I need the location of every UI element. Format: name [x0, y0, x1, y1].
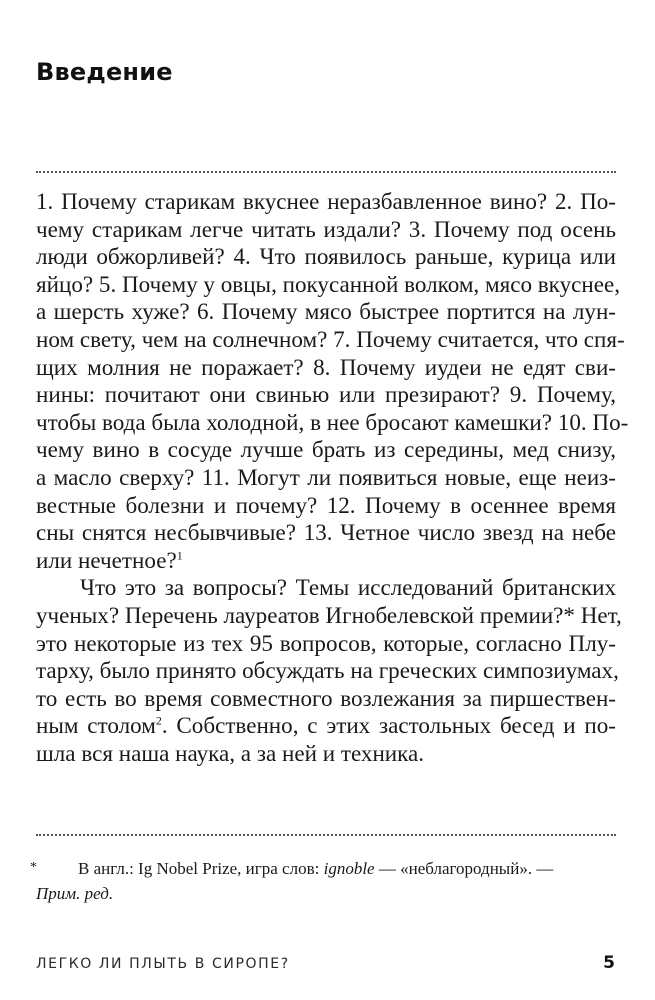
footnote-italic-word: ignoble [323, 859, 375, 878]
footnote-mark: * [30, 860, 37, 875]
text-fragment: ным столом [36, 712, 156, 739]
text-line: яйцо? 5. Почему у овцы, покусанной волком, мясо вкуснее, [36, 270, 621, 297]
footnote-line [36, 881, 616, 906]
text-line: это некоторые из тех 95 вопросов, которые, согласно Плу- [36, 629, 616, 656]
text-fragment: или нечетное? [36, 546, 177, 573]
footnote-text: — «неблагородный». — [374, 859, 554, 878]
text-line: тарху, было принято обсуждать на греческих симпозиумах, [36, 657, 619, 684]
dotted-separator-top [36, 171, 616, 173]
text-line: щих молния не поражает? 8. Почему иудеи не едят сви- [36, 353, 616, 380]
text-line: чтобы вода была холодной, в нее бросают камешки? 10. По- [36, 408, 629, 435]
footnote-reference-1[interactable]: 1 [176, 548, 183, 563]
text-line: 1. Почему старикам вкуснее неразбавленное вино? 2. По- [36, 188, 616, 214]
text-line: ученых? Перечень лауреатов Игнобелевской премии?* Нет, [36, 601, 622, 628]
editor-note: Прим. ред. [36, 884, 114, 903]
running-title: ЛЕГКО ЛИ ПЛЫТЬ В СИРОПЕ? [36, 956, 290, 972]
text-line: а шерсть хуже? 6. Почему мясо быстрее портится на лун- [36, 298, 616, 325]
text-line: а масло сверху? 11. Могут ли появиться новые, еще неиз- [36, 463, 616, 490]
page-number: 5 [603, 953, 615, 973]
text-line: нины: почитают они свинью или презирают? 9. Почему, [36, 381, 616, 408]
footnote [30, 856, 616, 906]
text-line [36, 712, 616, 740]
text-line: то есть во время совместного возлежания за пиршествен- [36, 684, 616, 711]
text-line: люди обжорливей? 4. Что появилось раньше, курица или [36, 243, 616, 270]
chapter-heading: Введение [36, 58, 173, 86]
footnote-reference-2[interactable]: 2 [155, 713, 162, 728]
text-line: чему вино в сосуде лучше брать из середины, мед снизу, [36, 436, 616, 463]
footnote-text: В англ.: Ig Nobel Prize, игра слов: [78, 859, 324, 878]
text-line: вестные болезни и почему? 12. Почему в осеннее время [36, 491, 616, 518]
text-line: сны снятся несбывчивые? 13. Четное число звезд на небе [36, 519, 616, 546]
text-line: ном свету, чем на солнечном? 7. Почему считается, что спя- [36, 325, 625, 352]
chapter-body [36, 188, 629, 767]
text-line: Что это за вопросы? Темы исследований британских [80, 574, 616, 601]
text-line [36, 547, 616, 575]
dotted-separator-bottom [36, 834, 616, 836]
text-fragment: . Собственно, с этих застольных бесед и по- [161, 712, 616, 739]
footnote-line [36, 856, 616, 881]
text-line: шла вся наша наука, а за ней и техника. [36, 739, 425, 766]
text-line: чему старикам легче читать издали? 3. Почему под осень [36, 215, 616, 242]
